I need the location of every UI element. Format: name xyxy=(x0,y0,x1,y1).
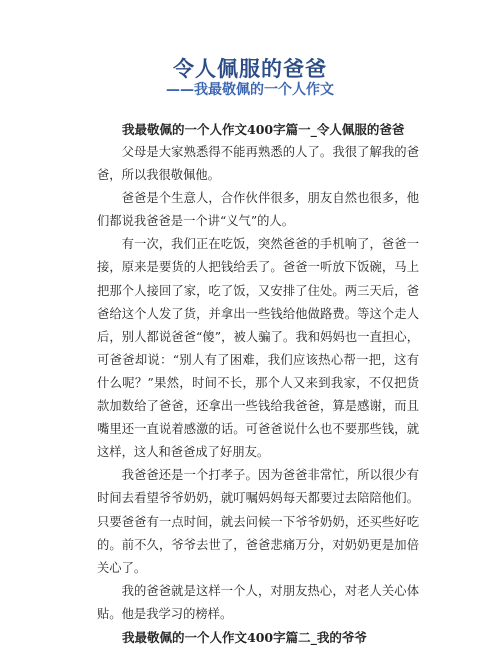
document-title: 令人佩服的爸爸 xyxy=(173,57,327,81)
document-subtitle: ——我最敬佩的一个人作文 xyxy=(166,82,334,98)
paragraph: 我的爸爸就是这样一个人，对朋友热心，对老人关心体贴。他是我学习的榜样。 xyxy=(97,583,419,621)
paragraph: 有一次，我们正在吃饭，突然爸爸的手机响了，爸爸一接，原来是要货的人把钱给丢了。爸爸一听放下饭碗，马上把那个人接回了家，吃了饭，又安排了住处。两三天后，爸爸给这个人发了货，并拿出一些钱给他做路费。等这个走人后，别人都说爸爸“傻”，被人骗了。我和妈妈也一直担心，可爸爸却说：“别人有了困难，我们应该热心帮一把，这有什么呢？”果然，时间不长，那个人又来到我家，不仅把货款加数给了爸爸，还拿出一些钱给我爸爸，算是感谢，而且嘴里还一直说着感激的话。可爸爸说什么也不要那些钱，就这样，这人和爸爸成了好朋友。 xyxy=(97,237,419,460)
paragraph: 父母是大家熟悉得不能再熟悉的人了。我很了解我的爸爸，所以我很敬佩他。 xyxy=(97,145,419,183)
paragraph: 我爸爸还是一个打孝子。因为爸爸非常忙，所以很少有时间去看望爷爷奶奶，就叮嘱妈妈每天都要过去陪陪他们。只要爸爸有一点时间，就去问候一下爷爷奶奶，还买些好吃的。前不久，爷爷去世了，爸爸悲痛万分，对奶奶更是加倍关心了。 xyxy=(97,468,419,575)
paragraph: 爸爸是个生意人，合作伙伴很多，朋友自然也很多，他们都说我爸爸是一个讲“义气”的人。 xyxy=(97,191,419,229)
section-heading: 我最敬佩的一个人作文400字篇一_令人佩服的爸爸 xyxy=(122,122,405,137)
document-body xyxy=(97,118,419,649)
section-heading: 我最敬佩的一个人作文400字篇二_我的爷爷 xyxy=(122,629,367,645)
